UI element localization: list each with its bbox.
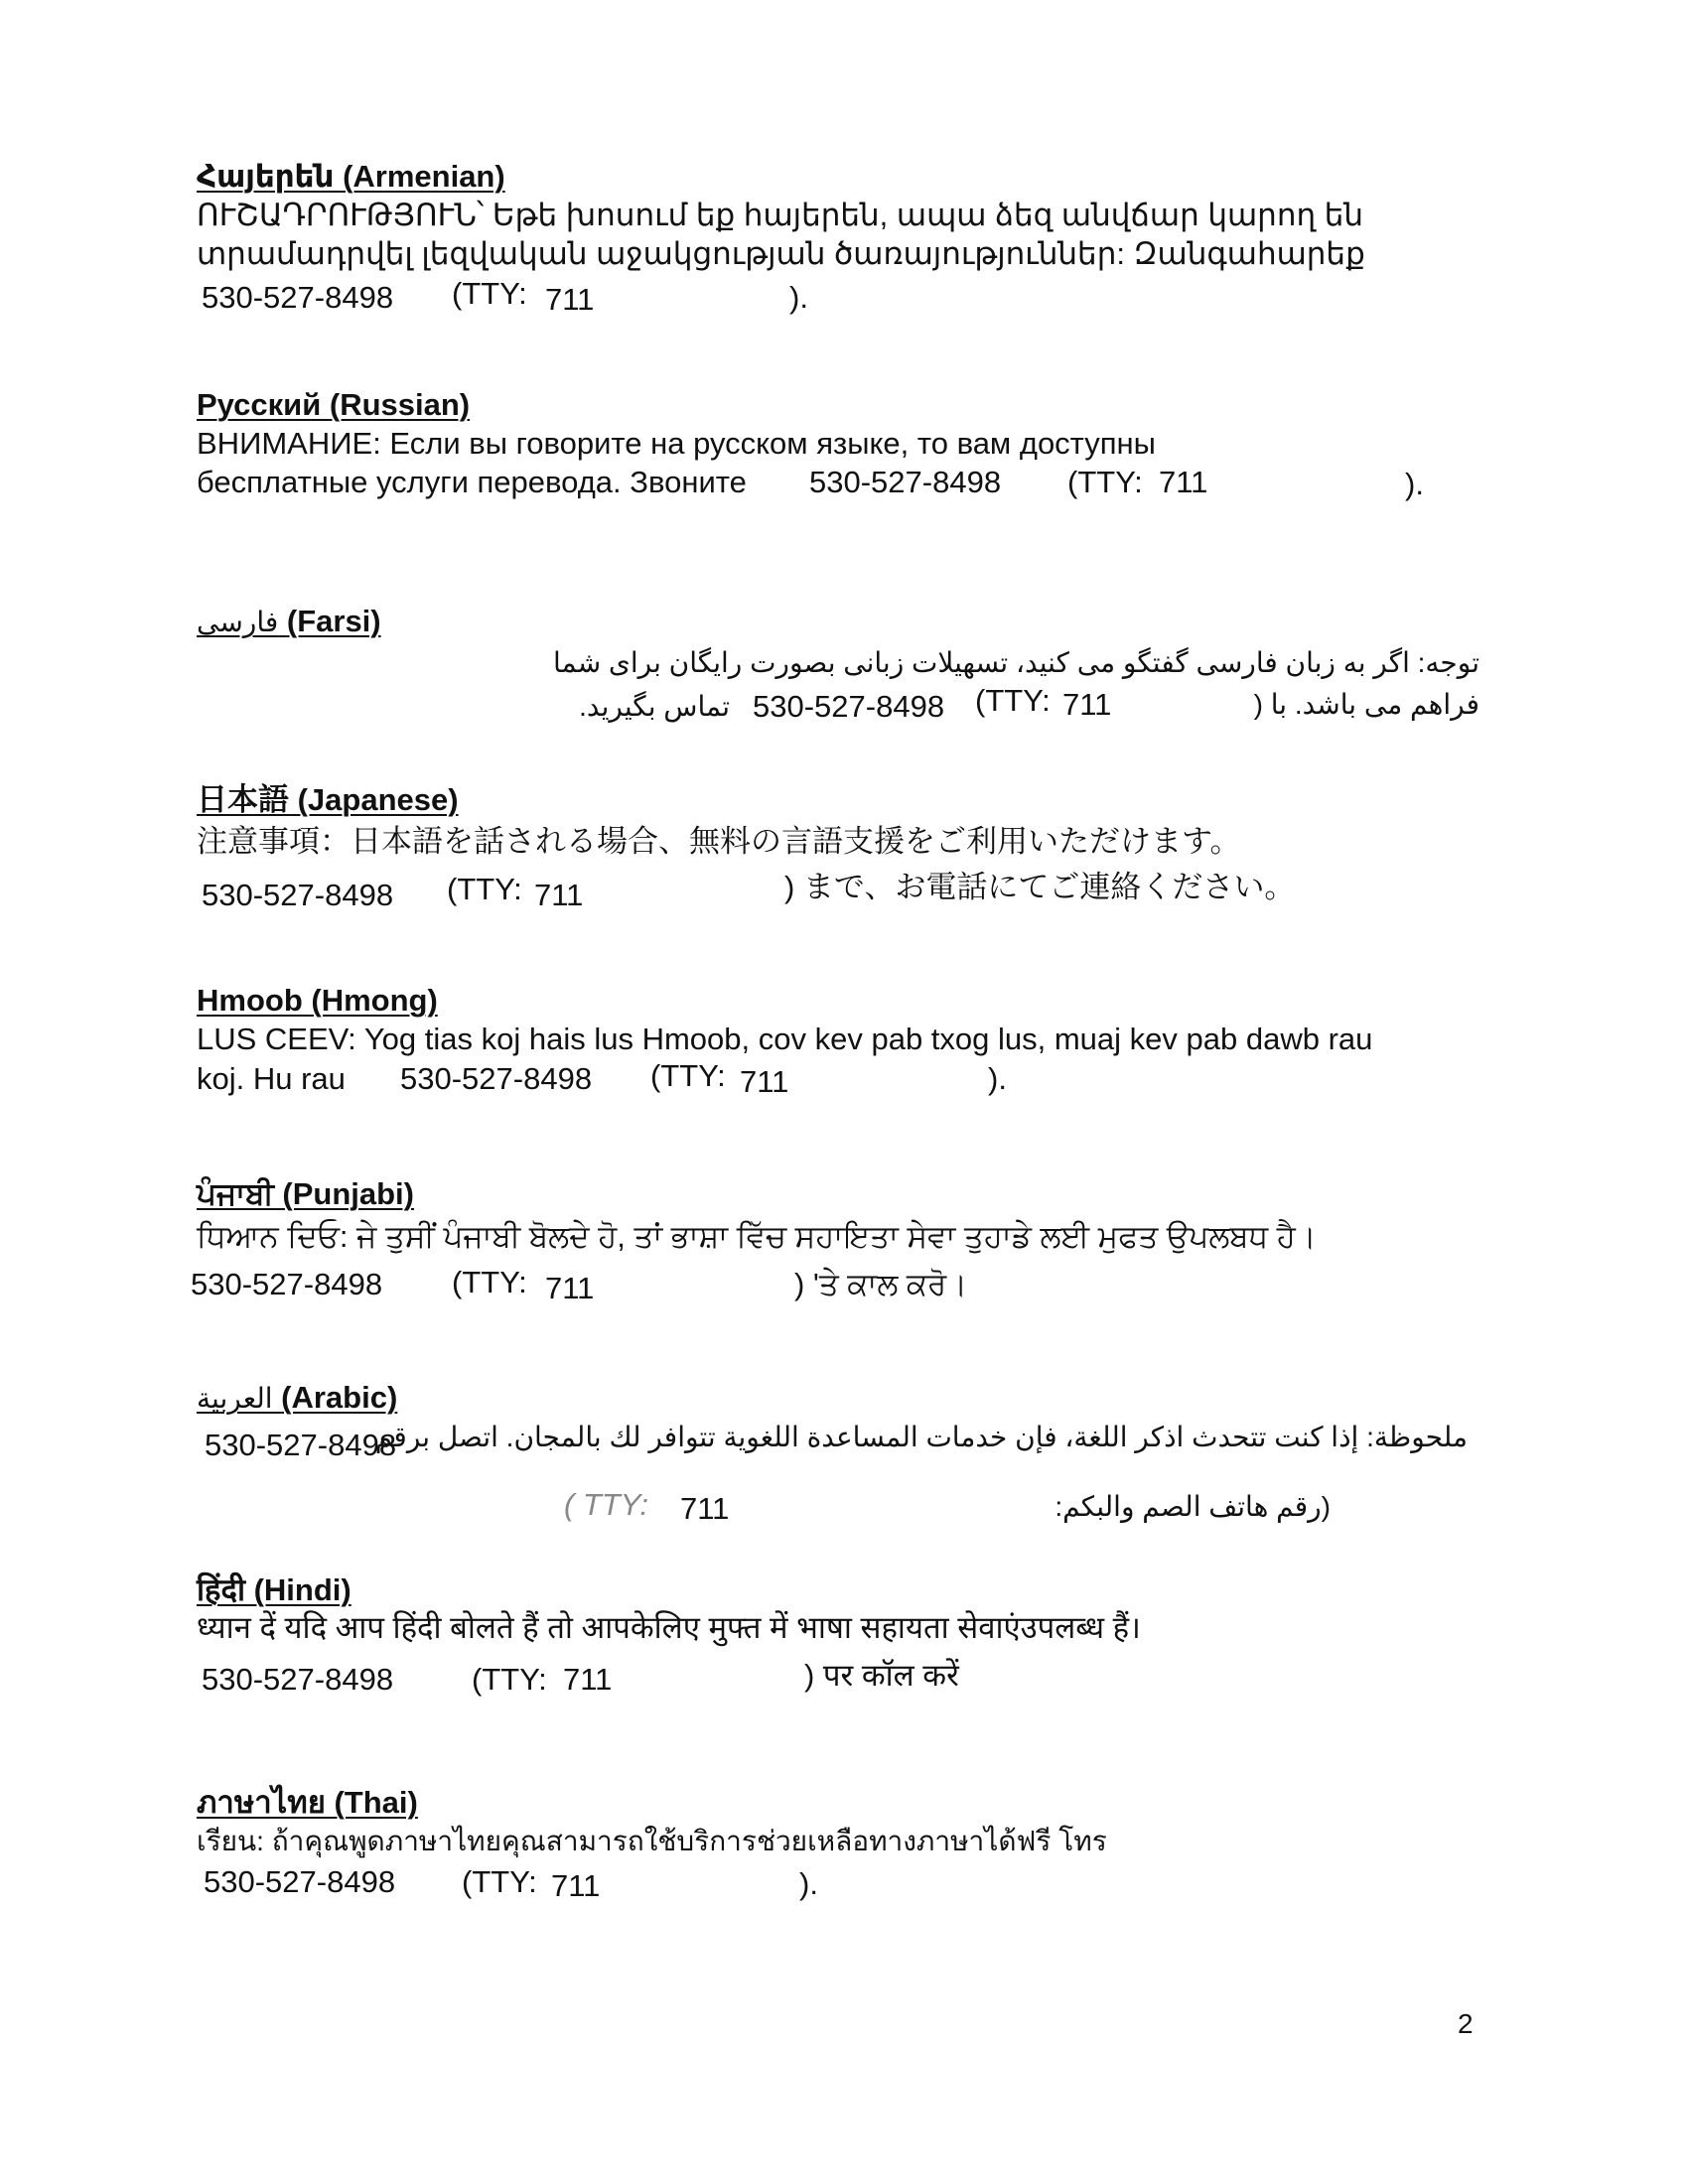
hindi-tty-label: (TTY: [472, 1662, 547, 1697]
armenian-phone: 530-527-8498 [202, 280, 394, 315]
arabic-heading-en: (Arabic) [281, 1380, 398, 1415]
thai-tty-label: (TTY: [462, 1864, 537, 1899]
thai-close-paren: ). [799, 1866, 818, 1901]
hmong-line-2-prefix: koj. Hu rau [197, 1061, 346, 1096]
japanese-phone: 530-527-8498 [202, 878, 394, 912]
hmong-tty-label: (TTY: [650, 1058, 726, 1093]
armenian-line-1: ՈՒՇԱԴՐՈՒԹՅՈՒՆ՝ Եթե խոսում եք հայերեն, ապա ձեզ անվճար կարող են [197, 198, 1364, 232]
farsi-heading [197, 604, 381, 639]
punjabi-line-2-suffix: ) 'ਤੇ ਕਾਲ ਕਰੋ। [794, 1267, 968, 1301]
japanese-tty-number: 711 [534, 878, 584, 912]
thai-phone: 530-527-8498 [204, 1864, 396, 1899]
russian-line-2: бесплатные услуги перевода. Звоните [197, 465, 747, 499]
punjabi-heading: ਪੰਜਾਬੀ (Punjabi) [197, 1176, 414, 1211]
farsi-heading-native: فارسی [197, 607, 279, 637]
page-number: 2 [1458, 2008, 1474, 2039]
farsi-line-1: توجه: اگر به زبان فارسی گفتگو می کنید، تسهیلات زبانی بصورت رایگان برای شما [552, 647, 1479, 678]
armenian-heading: Հայերեն (Armenian) [197, 159, 505, 194]
armenian-close-paren: ). [789, 280, 808, 315]
farsi-tty-label: (TTY: [975, 683, 1051, 718]
hmong-line-1: LUS CEEV: Yog tias koj hais lus Hmoob, cov kev pab txog lus, muaj kev pab dawb rau [197, 1022, 1373, 1056]
hindi-heading: हिंदी (Hindi) [197, 1572, 352, 1607]
thai-tty-number: 711 [551, 1868, 601, 1903]
armenian-tty-number: 711 [545, 282, 595, 317]
hmong-heading: Hmoob (Hmong) [197, 983, 438, 1018]
thai-line-1: เรียน: ถ้าคุณพูดภาษาไทยคุณสามารถใช้บริการช่วยเหลือทางภาษาได้ฟรี โทร [197, 1826, 1107, 1856]
arabic-tty-label: ( TTY: [564, 1487, 648, 1522]
punjabi-phone: 530-527-8498 [191, 1267, 383, 1301]
farsi-line-2-left: تماس بگیرید. [579, 691, 730, 722]
arabic-tty-number: 711 [680, 1491, 730, 1526]
arabic-line-1: ملحوظة: إذا كنت تتحدث اذكر اللغة، فإن خدمات المساعدة اللغوية تتوافر لك بالمجان. اتصل برقم [374, 1422, 1468, 1452]
hindi-line-1: ध्यान दें यदि आप हिंदी बोलते हैं तो आपकेलिए मुफ्त में भाषा सहायता सेवाएंउपलब्ध हैं। [197, 1610, 1141, 1645]
farsi-tty-number: 711 [1062, 687, 1112, 722]
arabic-heading [197, 1380, 397, 1416]
russian-line-1: ВНИМАНИЕ: Если вы говорите на русском языке, то вам доступны [197, 426, 1156, 461]
punjabi-tty-number: 711 [545, 1271, 595, 1305]
russian-close-paren: ). [1405, 467, 1424, 501]
farsi-heading-en: (Farsi) [286, 604, 381, 638]
hmong-close-paren: ). [988, 1061, 1007, 1096]
japanese-line-2-suffix: ) まで、お電話にてご連絡ください。 [784, 870, 1296, 904]
armenian-tty-label: (TTY: [452, 276, 527, 311]
armenian-line-2: տրամադրվել լեզվական աջակցության ծառայություններ: Զանգահարեք [197, 236, 1365, 271]
russian-heading: Русский (Russian) [197, 387, 471, 422]
russian-phone: 530-527-8498 [809, 465, 1002, 499]
farsi-line-2-right: فراهم می باشد. با ( [1253, 689, 1479, 720]
arabic-phone: 530-527-8498 [205, 1428, 397, 1462]
hindi-tty-number: 711 [563, 1662, 613, 1697]
hmong-tty-number: 711 [740, 1064, 789, 1099]
japanese-tty-label: (TTY: [447, 872, 522, 906]
farsi-phone: 530-527-8498 [753, 689, 945, 724]
arabic-heading-native: العربية [197, 1383, 273, 1414]
punjabi-line-1: ਧਿਆਨ ਦਿਓ: ਜੇ ਤੁਸੀਂ ਪੰਜਾਬੀ ਬੋਲਦੇ ਹੋ, ਤਾਂ ਭਾਸ਼ਾ ਵਿੱਚ ਸਹਾਇਤਾ ਸੇਵਾ ਤੁਹਾਡੇ ਲਈ ਮੁਫਤ ਉਪਲਬਧ ਹੈ। [197, 1219, 1317, 1254]
thai-heading: ภาษาไทย (Thai) [197, 1785, 418, 1820]
russian-tty-number: 711 [1159, 465, 1208, 499]
punjabi-tty-label: (TTY: [452, 1265, 527, 1299]
hindi-line-2-suffix: ) पर कॉल करें [804, 1658, 959, 1693]
japanese-heading: 日本語 (Japanese) [197, 782, 459, 817]
japanese-line-1: 注意事項：日本語を話される場合、無料の言語支援をご利用いただけます。 [197, 824, 1241, 859]
arabic-tty-note: (رقم هاتف الصم والبكم: [1055, 1491, 1331, 1522]
hindi-phone: 530-527-8498 [202, 1662, 394, 1697]
russian-tty-label: (TTY: [1067, 465, 1143, 499]
hmong-phone: 530-527-8498 [400, 1061, 593, 1096]
